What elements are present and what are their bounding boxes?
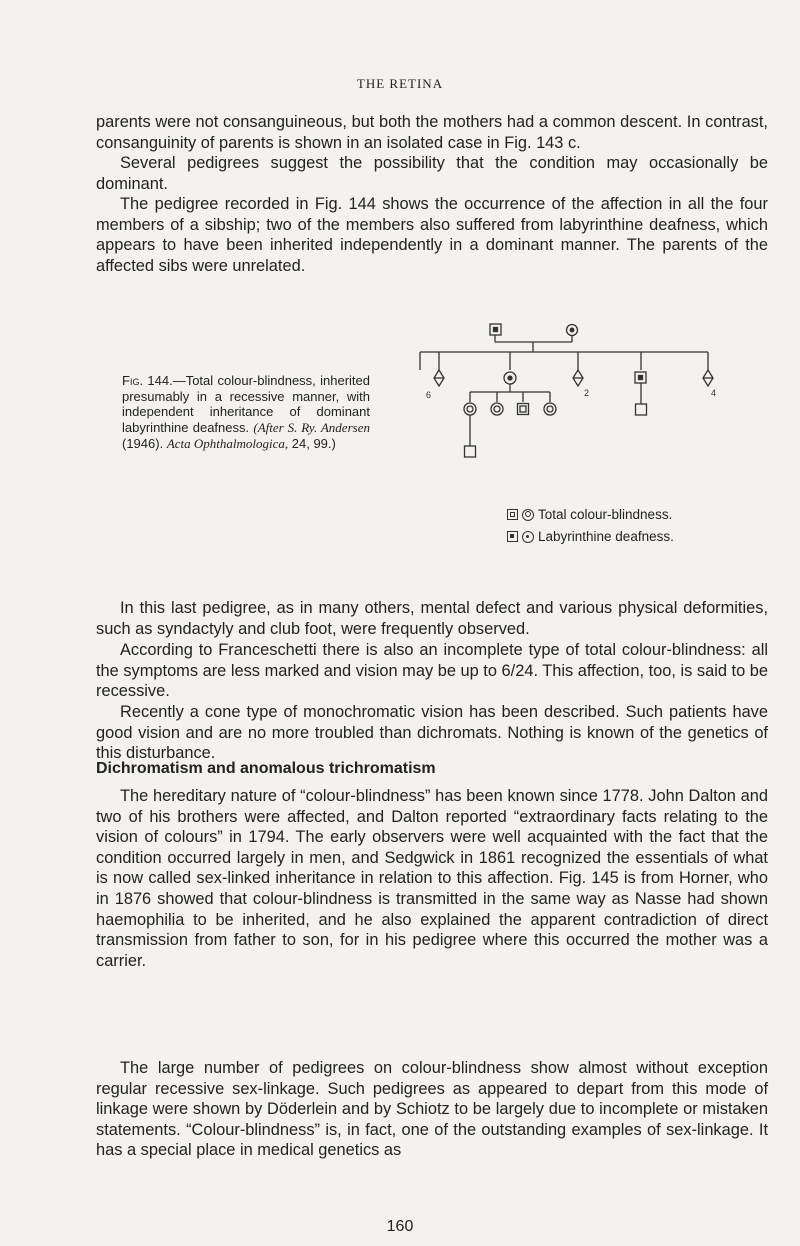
caption-volume: 24, 99.) xyxy=(288,435,336,451)
legend-deaf-label: Labyrinthine deafness. xyxy=(538,529,674,544)
gen3-female-total-3 xyxy=(544,403,556,415)
circle-ring-icon xyxy=(522,509,534,521)
caption-author: (After S. Ry. Andersen xyxy=(253,420,370,436)
pedigree-diagram xyxy=(426,310,740,510)
paragraph-4: In this last pedigree, as in many others, mental defect and various physical deformities, such as syndactyly and club foot, were frequently observed. xyxy=(96,599,768,638)
paragraph-3: The pedigree recorded in Fig. 144 shows the occurrence of the affection in all the four members of a sibship; two of the members also suffered from labyrinthine deafness, which appears to have been inherited independently in a dominant manner. The parents of the affected sibs were unrelated. xyxy=(96,195,768,275)
figure-label: Fig. 144. xyxy=(122,373,173,388)
square-ring-icon xyxy=(507,509,518,520)
section-heading: Dichromatism and anomalous trichromatism xyxy=(96,760,436,777)
legend-deaf xyxy=(507,529,674,544)
count-4: 4 xyxy=(711,388,717,398)
paragraph-1: parents were not consanguineous, but both the mothers had a common descent. In contrast, consanguinity of parents is shown in an isolated case in Fig. 143 c. xyxy=(96,113,768,152)
caption-journal: Acta Ophthalmologica, xyxy=(166,435,289,451)
square-dot-icon xyxy=(507,531,518,542)
circle-dot-icon xyxy=(522,531,534,543)
count-2: 2 xyxy=(584,388,590,398)
page-number: 160 xyxy=(386,1218,414,1235)
figure-caption xyxy=(122,373,370,452)
legend-total-label: Total colour-blindness. xyxy=(538,507,673,522)
gen3-female-total-2 xyxy=(491,403,503,415)
legend-total xyxy=(507,507,672,522)
gen3-female-total-1 xyxy=(464,403,476,415)
child-male-unaffected-right xyxy=(636,404,647,415)
paragraph-2: Several pedigrees suggest the possibility that the condition may occasionally be dominant. xyxy=(96,154,768,193)
caption-text: —Total colour-blindness, inherited presumably in a recessive manner, with independent inheritance of dominant labyrinthine deafness. xyxy=(122,373,370,436)
paragraph-7: The hereditary nature of “colour-blindness” has been known since 1778. John Dalton and two of his brothers were affected, and Dalton reported “extraordinary facts relating to the vision of colours” in 1794. The early observers were well acquainted with the fact that the condition occurred largely in men, and Sedgwick in 1861 recognized the essentials of what is now called sex-linked inheritance in relation to this affection. Fig. 145 is from Horner, who in 1876 showed that colour-blindness is transmitted in the same way as Nasse had shown haemophilia to be inherited, and he also explained the apparent contradiction of direct transmission from father to son, for in his pedigree where this occurred the mother was a carrier. xyxy=(96,787,768,970)
paragraph-8: The large number of pedigrees on colour-blindness show almost without exception regular recessive sex-linkage. Such pedigrees as appeared to depart from this mode of linkage were shown by Döderlein and by Schiotz to be largely due to incomplete or mistaken statements. “Colour-blindness” is, in fact, one of the outstanding examples of sex-linkage. It has a special place in medical genetics as xyxy=(96,1059,768,1160)
gen3-male-total xyxy=(518,404,529,415)
child-male-unaffected-left xyxy=(465,446,476,457)
running-header: THE RETINA xyxy=(356,76,444,91)
count-6: 6 xyxy=(426,390,432,400)
paragraph-6: Recently a cone type of monochromatic vision has been described. Such patients have good vision and are no more troubled than dichromats. Nothing is known of the genetics of this disturbance. xyxy=(96,703,768,763)
paragraph-5: According to Franceschetti there is also an incomplete type of total colour-blindness: all the symptoms are less marked and vision may be up to 6/24. This affection, too, is said to be recessive. xyxy=(96,641,768,701)
caption-year: (1946). xyxy=(122,435,164,451)
